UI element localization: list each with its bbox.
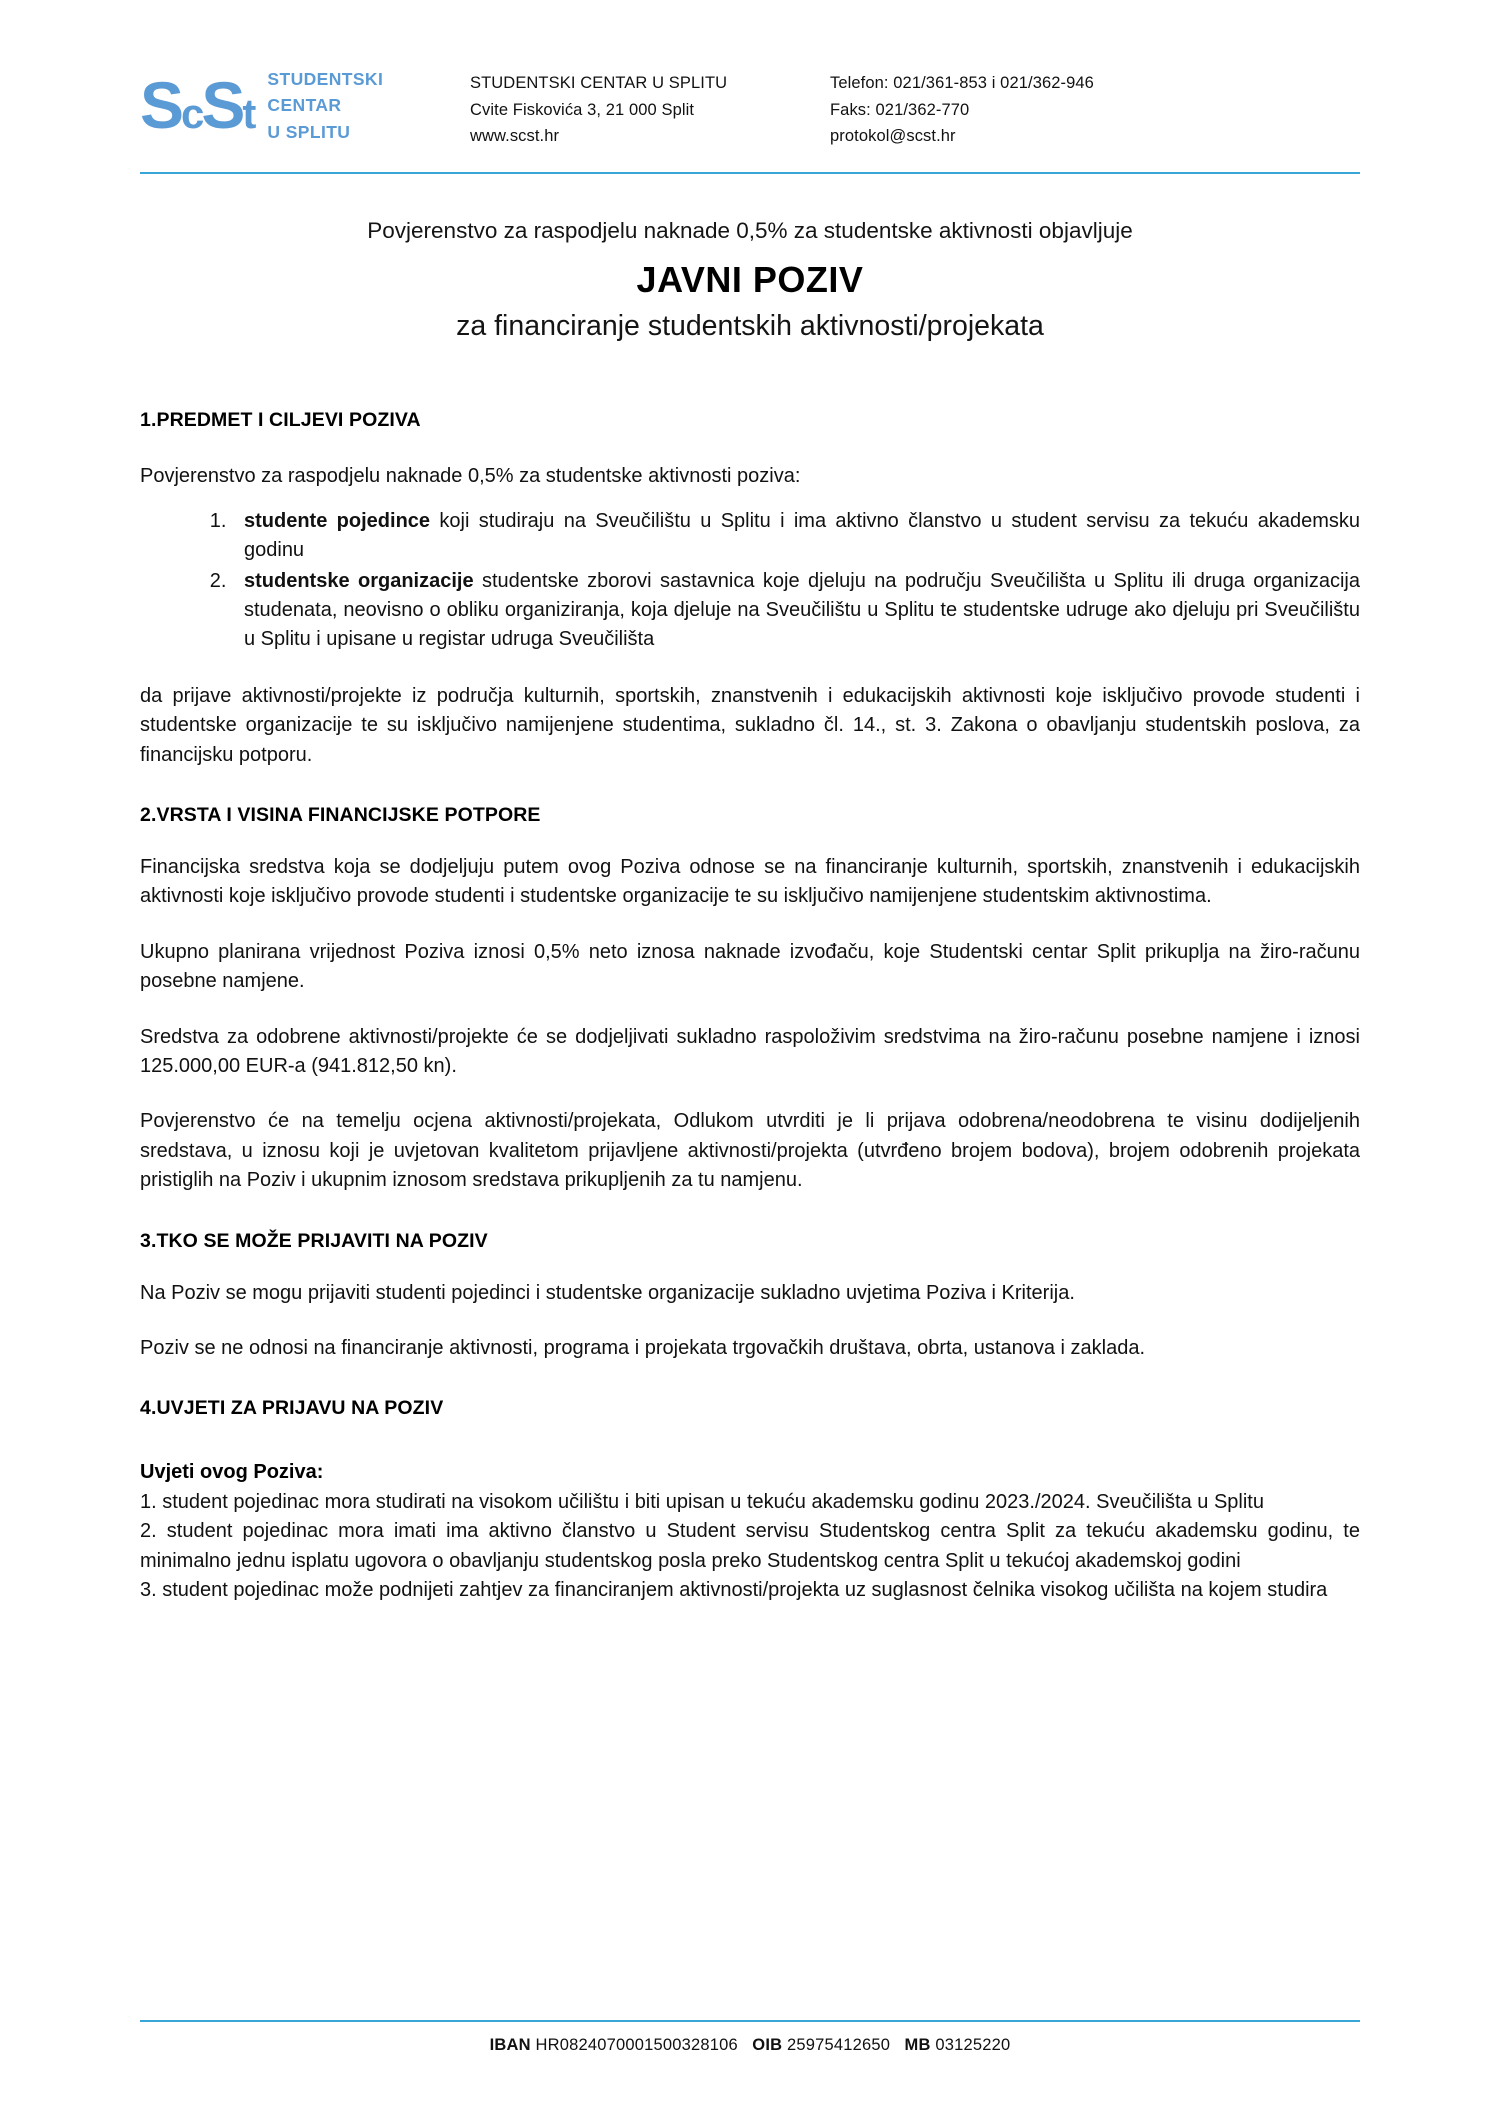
- section-heading-2: 2.VRSTA I VISINA FINANCIJSKE POTPORE: [140, 804, 541, 827]
- section-heading-4: 4.UVJETI ZA PRIJAVU NA POZIV: [140, 1397, 444, 1420]
- footer-bank-details: [140, 2022, 1360, 2055]
- logo-wordmark: [267, 66, 383, 145]
- page-subtitle: za financiranje studentskih aktivnosti/projekata: [456, 309, 1044, 342]
- header-address: Cvite Fiskovića 3, 21 000 Split: [470, 100, 695, 119]
- title-preamble: Povjerenstvo za raspodjelu naknade 0,5% za studentske aktivnosti objavljuje: [367, 218, 1133, 244]
- iban-value: HR0824070001500328106: [535, 2036, 738, 2054]
- section-heading-1: 1.PREDMET I CILJEVI POZIVA: [140, 408, 421, 431]
- section-heading-3: 3.TKO SE MOŽE PRIJAVITI NA POZIV: [140, 1229, 488, 1252]
- condition-2: 2. student pojedinac mora imati ima aktivno članstvo u Student servisu Studentskog centra Split za tekuću akademsku godinu, te minimalno jednu isplatu ugovora o obavljanju studentskog posla preko Studentskog centra Split u tekućoj akademskoj godini: [140, 1520, 1360, 1572]
- header-org-name: STUDENTSKI CENTAR U SPLITU: [470, 74, 728, 92]
- document-footer: [0, 2020, 1500, 2055]
- mb-label: MB: [904, 2036, 931, 2054]
- scst-logo-mark: ScSt: [140, 68, 254, 143]
- section-2-paragraph-3: Sredstva za odobrene aktivnosti/projekte će se dodjeljivati sukladno raspoloživim sredstvima na žiro-računu posebne namjene i iznosi 125.000,00 EUR-a (941.812,50 kn).: [140, 1025, 1360, 1077]
- section-2-paragraph-2: Ukupno planirana vrijednost Poziva iznosi 0,5% neto iznosa naknade izvođaču, koje Studentski centar Split prikuplja na žiro-računu posebne namjene.: [140, 940, 1360, 993]
- condition-1: 1. student pojedinac mora studirati na visokom učilištu i biti upisan u tekuću akademsku godinu 2023./2024. Sveučilišta u Splitu: [140, 1490, 1264, 1513]
- document-body: [140, 343, 1360, 1606]
- section-2-paragraph-4: Povjerenstvo će na temelju ocjena aktivnosti/projekata, Odlukom utvrditi je li prijava odobrena/neodobrena te visinu dodijeljenih sredstava, u iznosu koji je uvjetovan kvalitetom prijavljene aktivnosti/projekta (utvrđeno brojem bodova), brojem odobrenih projekata pristiglih na Poziv i ukupnim iznosom sredstava prikupljenih za tu namjenu.: [140, 1110, 1360, 1192]
- section-3-paragraph-2: Poziv se ne odnosi na financiranje aktivnosti, programa i projekata trgovačkih društava, obrta, ustanova i zaklada.: [140, 1336, 1145, 1359]
- organization-logo: [140, 60, 470, 145]
- header-phone: Telefon: 021/361-853 i 021/362-946: [830, 74, 1094, 92]
- section-3-paragraph-1: Na Poziv se mogu prijaviti studenti pojedinci i studentske organizacije sukladno uvjetima Poziva i Kriterija.: [140, 1281, 1075, 1304]
- conditions-heading: Uvjeti ovog Poziva:: [140, 1461, 324, 1484]
- list-item: [232, 507, 1360, 566]
- logo-word-line-2: CENTAR: [267, 95, 342, 116]
- section-2-paragraph-1: Financijska sredstva koja se dodjeljuju putem ovog Poziva odnose se na financiranje kulturnih, sportskih, znanstvenih i edukacijskih aktivnosti koje isključivo provode studenti i studentske organizacije te su isključivo namijenjene studentskim aktivnostima.: [140, 856, 1360, 908]
- logo-word-line-1: STUDENTSKI: [267, 69, 384, 89]
- condition-3: 3. student pojedinac može podnijeti zahtjev za financiranjem aktivnosti/projekta uz suglasnost čelnika visokog učilišta na kojem studira: [140, 1578, 1328, 1601]
- oib-value: 25975412650: [787, 2036, 891, 2054]
- list-item: [232, 567, 1360, 655]
- header-website[interactable]: www.scst.hr: [470, 127, 560, 146]
- mb-value: 03125220: [935, 2036, 1011, 2054]
- section-1-closing: da prijave aktivnosti/projekte iz područja kulturnih, sportskih, znanstvenih i edukacijskih aktivnosti koje isključivo provode studenti i studentske organizacije te su isključivo namijenjene studentima, sukladno čl. 14., st. 3. Zakona o obavljanju studentskih poslova, za financijsku potporu.: [140, 684, 1360, 766]
- header-address-block: [470, 60, 830, 150]
- page-title: JAVNI POZIV: [636, 258, 864, 300]
- header-fax: Faks: 021/362-770: [830, 100, 970, 119]
- document-header: [140, 0, 1360, 150]
- list-item-2-text: studentske zborovi sastavnica koje djeluju na području Sveučilišta u Splitu ili druga organizacija studenata, neovisno o obliku organiziranja, koja djeluje na Sveučilištu u Splitu te studentske udruge ako djeluju pri Sveučilištu u Splitu i upisane u registar udruga Sveučilišta: [244, 569, 1360, 651]
- header-email[interactable]: protokol@scst.hr: [830, 127, 956, 146]
- iban-label: IBAN: [489, 2036, 531, 2054]
- logo-word-line-3: U SPLITU: [267, 121, 351, 142]
- list-item-1-text: koji studiraju na Sveučilištu u Splitu i ima aktivno članstvo u student servisu za tekuću akademsku godinu: [244, 509, 1360, 562]
- document-title-block: [140, 174, 1360, 342]
- header-contact-block: [830, 60, 1360, 150]
- section-1-intro: Povjerenstvo za raspodjelu naknade 0,5% za studentske aktivnosti poziva:: [140, 464, 801, 487]
- list-item-2-bold: studentske organizacije: [244, 569, 474, 592]
- section-1-list: [140, 507, 1360, 655]
- list-item-1-bold: studente pojedince: [244, 509, 431, 532]
- oib-label: OIB: [752, 2036, 783, 2054]
